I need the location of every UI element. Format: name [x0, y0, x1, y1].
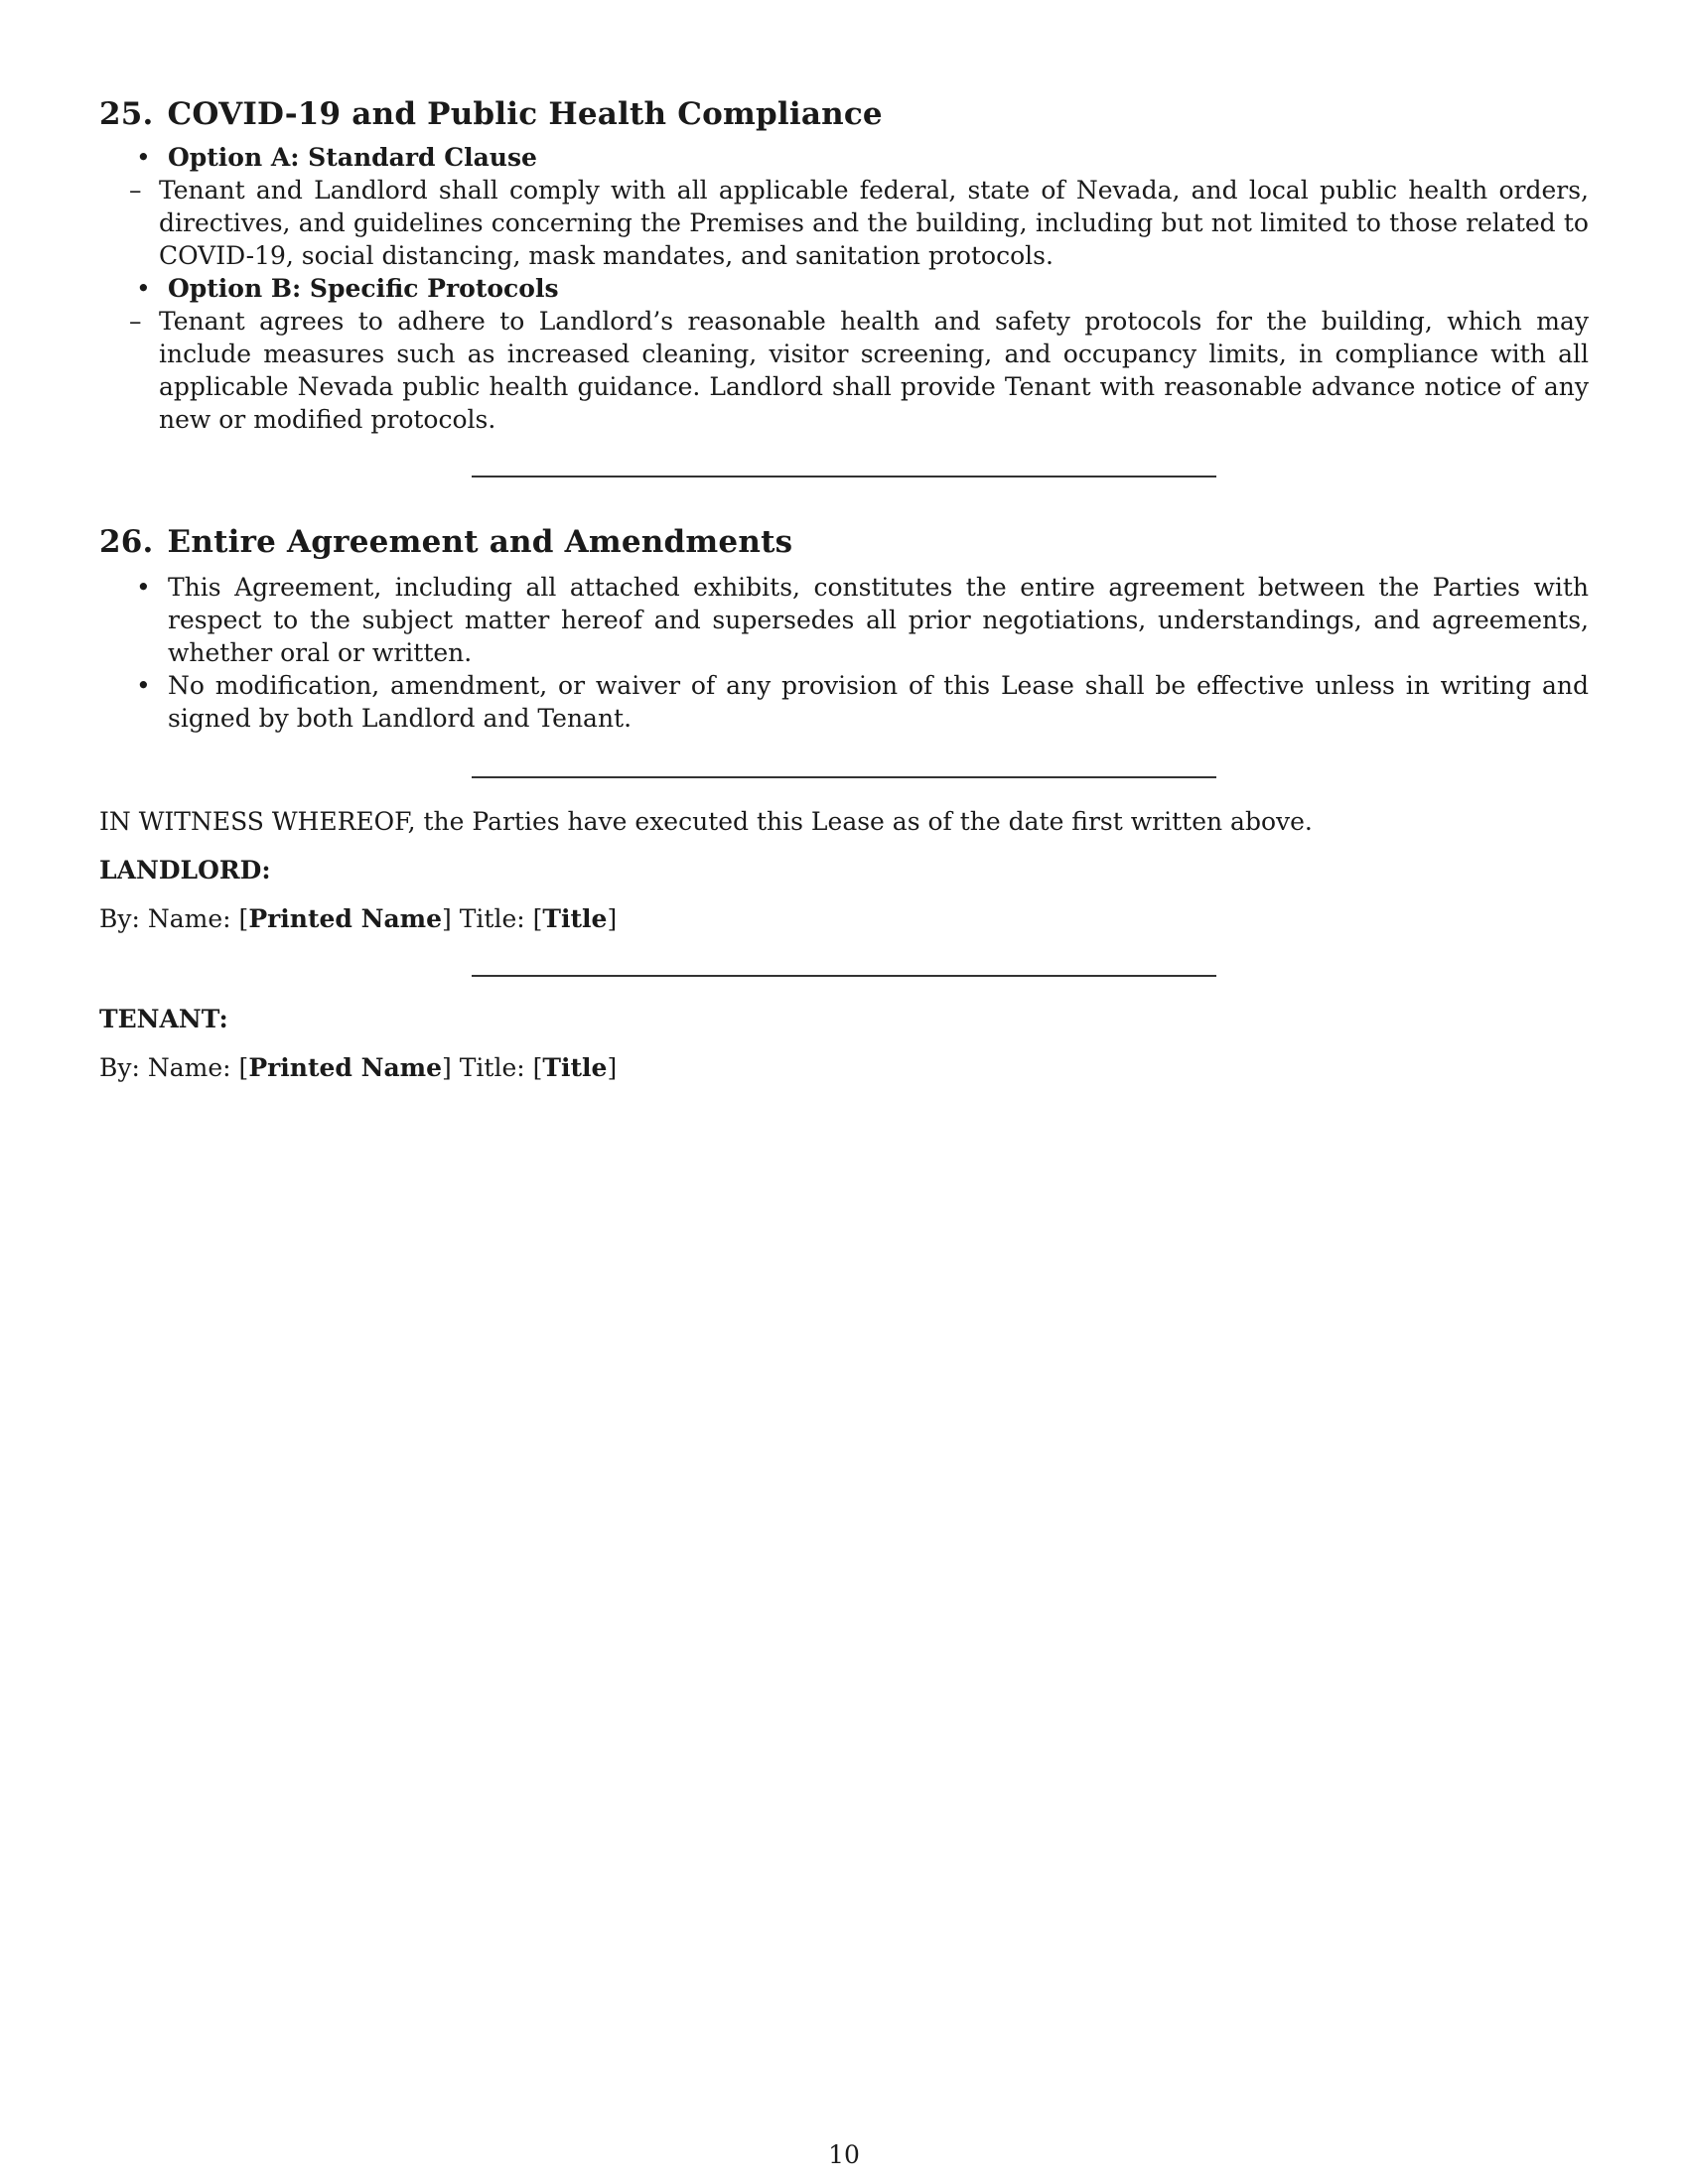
list-item: • This Agreement, including all attached exhibits, constitutes the entire agreement between the Parties with respect to the subject matter hereof and supersedes all prior negotiations, understandings, and agreements, whether oral or written.	[99, 571, 1589, 669]
title-label: Title:	[459, 1053, 525, 1082]
title-placeholder: Title	[542, 904, 608, 933]
section-number: 25.	[99, 96, 154, 132]
section-25	[99, 89, 1589, 436]
list-item	[99, 141, 1589, 272]
section-heading	[99, 517, 1589, 567]
title-field: [Title]	[532, 904, 618, 933]
divider	[472, 776, 1216, 778]
name-label: Name:	[147, 904, 231, 933]
list-item: – Tenant and Landlord shall comply with all applicable federal, state of Nevada, and local public health orders, directives, and guidelines concerning the Premises and the building, including but not limited to those related to COVID-19, social distancing, mask mandates, and sanitation protocols.	[99, 174, 1589, 272]
page-number: 10	[828, 2140, 860, 2169]
title-label: Title:	[459, 904, 525, 933]
list-item: – Tenant agrees to adhere to Landlord’s reasonable health and safety protocols for the building, which may include measures such as increased cleaning, visitor screening, and occupancy limits, in compliance with all applicable Nevada public health guidance. Landlord shall provide Tenant with reasonable advance notice of any new or modified protocols.	[99, 305, 1589, 436]
section-number: 26.	[99, 524, 154, 560]
name-field: [Printed Name]	[238, 1053, 452, 1082]
section-title: COVID-19 and Public Health Compliance	[167, 96, 883, 132]
tenant-signature-block	[99, 1003, 1589, 1084]
option-title: • Option A: Standard Clause	[168, 143, 537, 172]
option-title: • Option B: Specific Protocols	[168, 274, 559, 303]
title-field: [Title]	[532, 1053, 618, 1082]
list-item: • No modification, amendment, or waiver of any provision of this Lease shall be effective unless in writing and signed by both Landlord and Tenant.	[99, 669, 1589, 735]
name-label: Name:	[147, 1053, 231, 1082]
divider	[472, 476, 1216, 478]
section-26	[99, 517, 1589, 735]
signature-line	[99, 1051, 1589, 1084]
by-label: By:	[99, 904, 140, 933]
option-details	[99, 174, 1589, 272]
name-placeholder: Printed Name	[248, 1053, 443, 1082]
document-page	[99, 89, 1589, 1084]
tenant-label: TENANT:	[99, 1005, 228, 1033]
witness-statement: IN WITNESS WHEREOF, the Parties have executed this Lease as of the date first written above.	[99, 807, 1313, 836]
name-field: [Printed Name]	[238, 904, 452, 933]
landlord-signature-block	[99, 854, 1589, 935]
section-heading	[99, 89, 1589, 139]
list-item	[99, 272, 1589, 436]
landlord-label: LANDLORD:	[99, 856, 271, 885]
bullet-list	[99, 571, 1589, 735]
section-title: Entire Agreement and Amendments	[167, 524, 793, 560]
name-placeholder: Printed Name	[248, 904, 443, 933]
by-label: By:	[99, 1053, 140, 1082]
title-placeholder: Title	[542, 1053, 608, 1082]
divider	[472, 975, 1216, 977]
option-details	[99, 305, 1589, 436]
signature-line	[99, 902, 1589, 935]
options-list	[99, 141, 1589, 436]
